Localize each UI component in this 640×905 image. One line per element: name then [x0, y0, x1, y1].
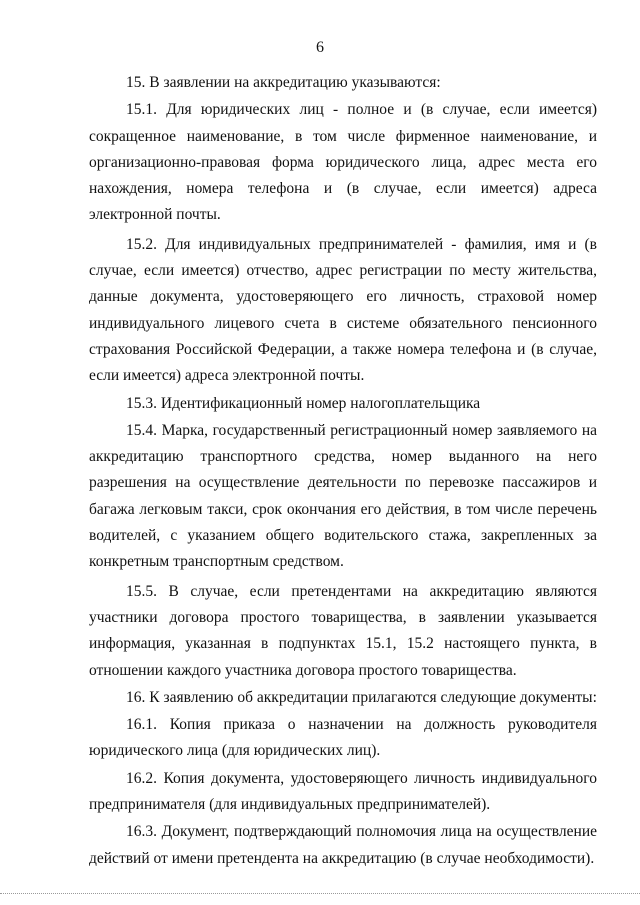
paragraph-15-5: 15.5. В случае, если претендентами на аккредитацию являются участники договора простого товарищества, в заявлении указывается информация, указанная в подпунктах 15.1, 15.2 настоящего пункта, в отношении каждого участника договора простого товарищества.	[89, 582, 597, 679]
paragraph-16: 16. К заявлению об аккредитации прилагаются следующие документы:	[126, 688, 597, 706]
paragraph-15-4: 15.4. Марка, государственный регистрационный номер заявляемого на аккредитацию транспортного средства, номер выданного на него разрешения на осуществление деятельности по перевозке пассажиров и багажа легковым такси, срок окончания его действия, в том числе перечень водителей, с указанием общего водительского стажа, закрепленных за конкретным транспортным средством.	[89, 421, 597, 571]
document-body	[89, 70, 597, 872]
page-number: 6	[316, 39, 324, 56]
paragraph-15-1: 15.1. Для юридических лиц - полное и (в случае, если имеется) сокращенное наименование, в том числе фирменное наименование, и организационно-правовая форма юридического лица, адрес места его нахождения, номера телефона и (в случае, если имеется) адреса электронной почты.	[89, 101, 597, 224]
paragraph-16-1: 16.1. Копия приказа о назначении на должность руководителя юридического лица (для юридических лиц).	[89, 716, 597, 760]
paragraph-15-3: 15.3. Идентификационный номер налогоплательщика	[126, 394, 481, 412]
paragraph-15-2: 15.2. Для индивидуальных предпринимателей - фамилия, имя и (в случае, если имеется) отчество, адрес регистрации по месту жительства, данные документа, удостоверяющего его личность, страховой номер индивидуального лицевого счета в системе обязательного пенсионного страхования Российской Федерации, а также номера телефона и (в случае, если имеется) адреса электронной почты.	[89, 235, 597, 385]
paragraph-16-3: 16.3. Документ, подтверждающий полномочия лица на осуществление действий от имени претендента на аккредитацию (в случае необходимости).	[89, 823, 597, 867]
paragraph-16-2: 16.2. Копия документа, удостоверяющего личность индивидуального предпринимателя (для индивидуальных предпринимателей).	[89, 769, 597, 814]
scan-edge-divider	[0, 893, 640, 894]
paragraph-15: 15. В заявлении на аккредитацию указываются:	[126, 74, 441, 91]
